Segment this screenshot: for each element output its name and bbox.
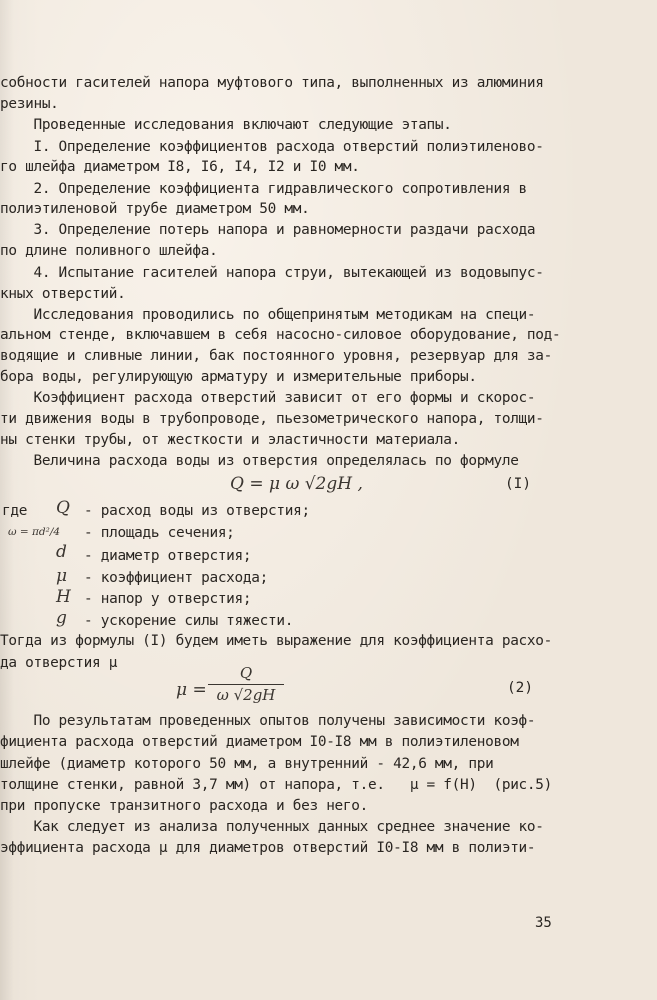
text-line: полиэтиленовой трубе диаметром 50 мм. [0, 201, 310, 217]
formula-2-lhs: μ = [176, 680, 207, 700]
formula-1: Q = μ ω √2gH , [230, 474, 363, 494]
definition-text: - коэффициент расхода; [84, 570, 269, 586]
text-line: водящие и сливные линии, бак постоянного уровня, резервуар для за- [0, 348, 553, 364]
definition-symbol: H [56, 587, 71, 607]
text-line: бора воды, регулирующую арматуру и измерительные приборы. [0, 369, 477, 385]
text-line: Коэффициент расхода отверстий зависит от его формы и скорос- [0, 390, 536, 406]
formula-1-number: (I) [505, 476, 531, 492]
definition-symbol: μ [56, 566, 68, 586]
text-line: эффициента расхода μ для диаметров отверстий I0-I8 мм в полиэти- [0, 840, 536, 856]
definition-text: - напор у отверстия; [84, 591, 252, 607]
text-line: 3. Определение потерь напора и равномерности раздачи расхода [0, 222, 536, 238]
text-line: по длине поливного шлейфа. [0, 243, 218, 259]
definition-text: - ускорение силы тяжести. [84, 613, 294, 629]
text-line: кных отверстий. [0, 286, 126, 302]
text-line: резины. [0, 96, 59, 112]
page-number: 35 [535, 915, 552, 931]
text-line: 4. Испытание гасителей напора струи, вытекающей из водовыпус- [0, 265, 544, 281]
text-line: толщине стенки, равной 3,7 мм) от напора, т.е. μ = f(H) (рис.5) [0, 777, 553, 793]
definition-text: - площадь сечения; [84, 525, 235, 541]
text-line: По результатам проведенных опытов получены зависимости коэф- [0, 713, 536, 729]
text-line: 2. Определение коэффициента гидравлического сопротивления в [0, 181, 527, 197]
text-line: Тогда из формулы (I) будем иметь выражение для коэффициента расхо- [0, 633, 553, 649]
text-line: I. Определение коэффициентов расхода отверстий полиэтиленово- [0, 139, 544, 155]
definition-text: - диаметр отверстия; [84, 548, 252, 564]
text-line: Исследования проводились по общепринятым методикам на специ- [0, 307, 536, 323]
formula-2-denominator: ω √2gH [216, 686, 276, 704]
text-line: да отверстия μ [0, 655, 118, 671]
where-label: где [2, 503, 28, 519]
text-line: го шлейфа диаметром I8, I6, I4, I2 и I0 мм. [0, 159, 360, 175]
definition-symbol: g [56, 608, 67, 628]
text-line: Величина расхода воды из отверстия определялась по формуле [0, 453, 519, 469]
text-line: шлейфе (диаметр которого 50 мм, а внутренний - 42,6 мм, при [0, 756, 494, 772]
text-line: Как следует из анализа полученных данных среднее значение ко- [0, 819, 544, 835]
definition-symbol: ω = πd²/4 [8, 526, 61, 538]
text-line: альном стенде, включавшем в себя насосно-силовое оборудование, под- [0, 327, 561, 343]
text-line: Проведенные исследования включают следующие этапы. [0, 117, 452, 133]
formula-2-numerator: Q [239, 664, 253, 682]
text-line: собности гасителей напора муфтового типа, выполненных из алюминия [0, 75, 544, 91]
text-line: ны стенки трубы, от жесткости и эластичности материала. [0, 432, 461, 448]
fraction-bar [208, 684, 284, 685]
definition-symbol: Q [56, 498, 70, 518]
definition-text: - расход воды из отверстия; [84, 503, 310, 519]
text-line: фициента расхода отверстий диаметром I0-I8 мм в полиэтиленовом [0, 734, 519, 750]
formula-2-number: (2) [507, 680, 533, 696]
definition-symbol: d [56, 542, 67, 562]
text-line: при пропуске транзитного расхода и без него. [0, 798, 369, 814]
text-line: ти движения воды в трубопроводе, пьезометрического напора, толщи- [0, 411, 544, 427]
